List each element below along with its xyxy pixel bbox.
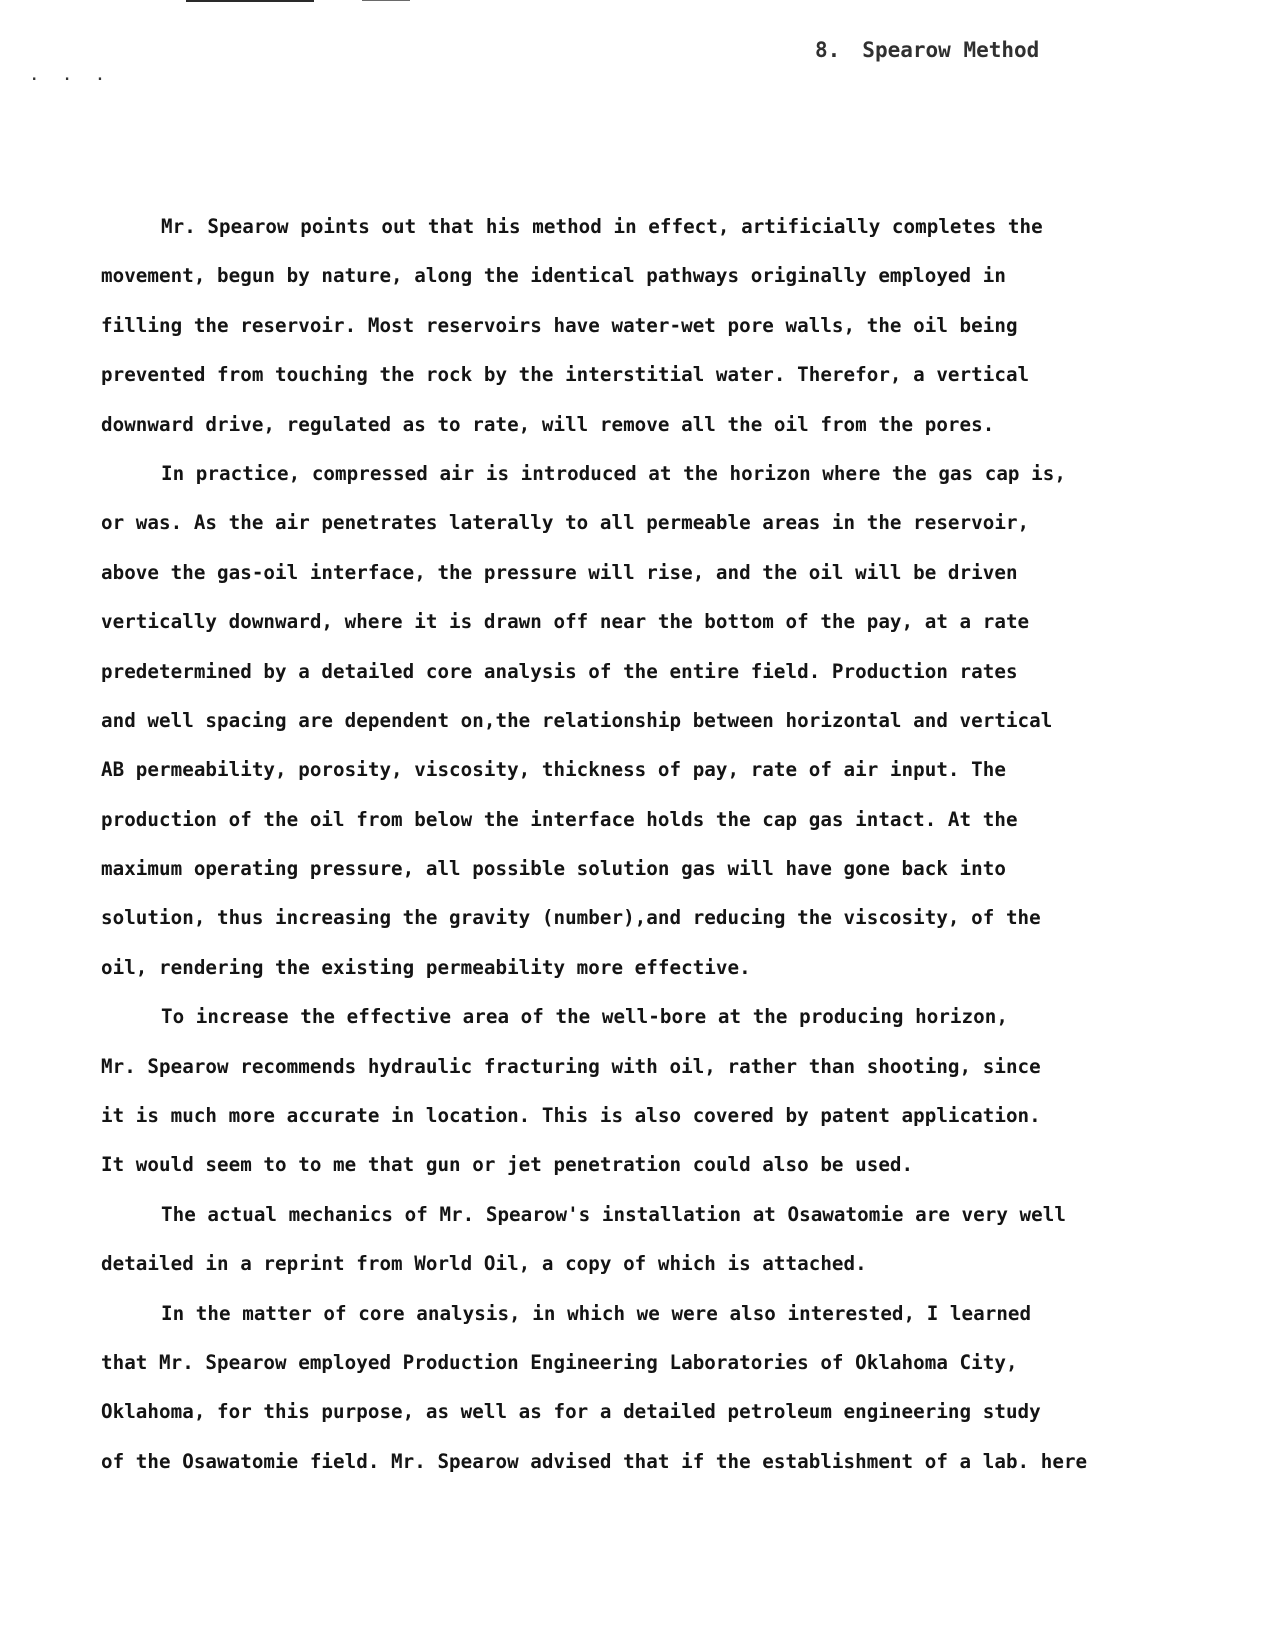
text-line: AB permeability, porosity, viscosity, thickness of pay, rate of air input. The — [101, 758, 1006, 782]
text-line: downward drive, regulated as to rate, will remove all the oil from the pores. — [101, 412, 995, 436]
text-line: In the matter of core analysis, in which we were also interested, I learned — [161, 1301, 1032, 1325]
text-line: Mr. Spearow points out that his method in effect, artificially completes the — [161, 215, 1043, 238]
paragraph — [101, 202, 1121, 449]
text-line: Oklahoma, for this purpose, as well as for a detailed petroleum engineering study — [101, 1400, 1041, 1424]
text-line: Mr. Spearow recommends hydraulic fracturing with oil, rather than shooting, since — [101, 1054, 1041, 1078]
paragraph — [101, 992, 1121, 1190]
paragraph — [101, 449, 1121, 992]
text-line: It would seem to to me that gun or jet penetration could also be used. — [101, 1153, 914, 1177]
text-line: production of the oil from below the interface holds the cap gas intact. At the — [101, 807, 1018, 831]
text-line: above the gas-oil interface, the pressure will rise, and the oil will be driven — [101, 560, 1018, 584]
text-line: or was. As the air penetrates laterally to all permeable areas in the reservoir, — [101, 511, 1030, 535]
paragraph — [101, 1190, 1121, 1289]
text-line: it is much more accurate in location. This is also covered by patent application. — [101, 1104, 1041, 1128]
text-line: maximum operating pressure, all possible solution gas will have gone back into — [101, 857, 1006, 881]
page-number: 8. — [815, 38, 841, 62]
text-line: predetermined by a detailed core analysis of the entire field. Production rates — [101, 659, 1018, 683]
text-line: vertically downward, where it is drawn off near the bottom of the pay, at a rate — [101, 610, 1030, 634]
text-line: To increase the effective area of the well-bore at the producing horizon, — [161, 1005, 1008, 1029]
body-text — [101, 202, 1121, 1486]
text-line: movement, begun by nature, along the identical pathways originally employed in — [101, 264, 1006, 288]
page-header-title: Spearow Method — [862, 38, 1040, 62]
text-line: detailed in a reprint from World Oil, a copy of which is attached. — [101, 1252, 867, 1276]
text-line: and well spacing are dependent on,the relationship between horizontal and vertical — [101, 708, 1053, 732]
page-header — [815, 38, 1039, 62]
text-line: The actual mechanics of Mr. Spearow's installation at Osawatomie are very well — [161, 1202, 1066, 1226]
text-line: oil, rendering the existing permeability more effective. — [101, 955, 751, 979]
top-rule-short — [362, 0, 410, 1]
text-line: filling the reservoir. Most reservoirs have water-wet pore walls, the oil being — [101, 313, 1018, 337]
text-line: prevented from touching the rock by the interstitial water. Therefor, a vertical — [101, 363, 1030, 387]
text-line: of the Osawatomie field. Mr. Spearow advised that if the establishment of a lab. here — [101, 1449, 1088, 1473]
text-line: that Mr. Spearow employed Production Engineering Laboratories of Oklahoma City, — [101, 1350, 1018, 1374]
top-rule — [186, 0, 314, 2]
paragraph — [101, 1289, 1121, 1487]
text-line: solution, thus increasing the gravity (number),and reducing the viscosity, of the — [101, 906, 1041, 930]
corner-marks: . . . — [30, 68, 113, 84]
text-line: In practice, compressed air is introduced at the horizon where the gas cap is, — [161, 461, 1066, 485]
